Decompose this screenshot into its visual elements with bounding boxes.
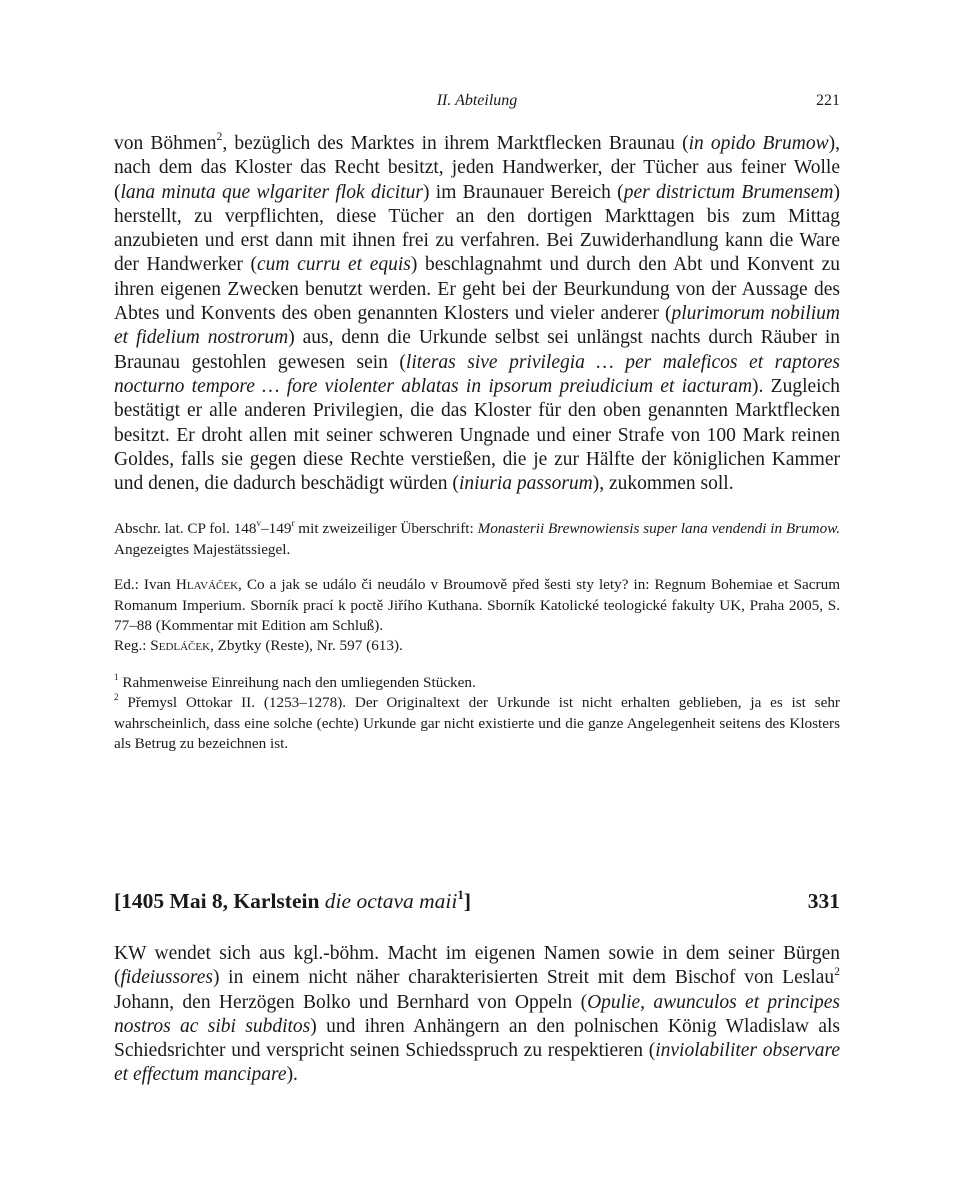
text-run: Angezeigtes Majestätssiegel. [114, 540, 291, 558]
text-run: ) im Braunauer Bereich ( [422, 181, 624, 203]
text-run: ) in einem nicht näher charakterisierten Streit mit dem Bischof von Leslau [212, 967, 835, 989]
entry-regest-text [114, 942, 840, 1088]
latin-quote: fideiussores [120, 967, 213, 989]
footnote-item [114, 673, 840, 693]
text-run: KW wendet sich aus kgl.-böhm. Macht im eigenen Namen sowie in dem seiner Bürgen ( [114, 943, 840, 989]
footnote-ref[interactable]: 1 [457, 887, 464, 902]
text-run: , Co a jak se událo či neudálo v Broumově před šesti sty lety? in: Regnum Bohemiae et Sacrum Romanum Imperium. Sborník prací k poctě Jiřího Kuthana. Sborník Katolické teologické fakulty UK, Praha 2005, S. 77–88 (Kommentar mit Edition am Schluß). [114, 576, 841, 635]
author-name: Hlaváček [175, 576, 239, 594]
text-run: Reg.: [114, 637, 151, 655]
text-run: –149 [261, 520, 292, 538]
latin-quote: inviolabiliter observare et effectum mancipare [114, 1040, 840, 1086]
entry-date-place [114, 889, 471, 914]
text-run: von Böhmen [114, 133, 217, 154]
footnote-ref[interactable]: 2 [216, 130, 223, 144]
footnote-text: Přemysl Ottokar II. (1253–1278). Der Originaltext der Urkunde ist nicht erhalten geblieben, ja es ist sehr wahrscheinlich, dass eine solche (echte) Urkunde gar nicht existierte und die ganze Angelegenheit seitens des Klosters als Betrug zu bezeichnen ist. [114, 694, 840, 753]
latin-quote: iniuria passorum [458, 473, 593, 495]
running-head [114, 88, 840, 118]
text-run: ) beschlagnahmt und durch den Abt und Konvent zu ihren eigenen Zwecken benutzt werden. Er geht bei der Beurkundung von der Aussage des Abtes und Konvents des oben genannten Klosters und vieler anderer ( [114, 254, 840, 325]
footnote-mark: 2 [114, 692, 119, 703]
folio-recto-mark: r [291, 518, 295, 529]
text-run: Johann, den Herzögen Bolko und Bernhard von Oppeln ( [114, 991, 588, 1013]
latin-quote: in opido Brumow [688, 133, 829, 154]
latin-quote: Opulie, awunculos et principes nostros ac sibi subditos [114, 991, 840, 1037]
latin-quote: per districtum Brumensem [623, 181, 834, 203]
latin-quote: cum curru et equis [256, 254, 411, 276]
page-content [114, 88, 840, 755]
latin-quote: plurimorum nobilium et fidelium nostrorum [114, 303, 840, 349]
running-title: II. Abteilung [436, 92, 518, 109]
text-run: ) und ihren Anhängern an den polnischen König Wladislaw als Schiedsrichter und verspricht seinen Schiedsspruch zu respektieren ( [114, 1015, 840, 1062]
entry-number: 331 [807, 889, 840, 913]
text-run: ) herstellt, zu verpflichten, diese Tücher an den dortigen Markttagen bis zum Mittag anzubieten und erst dann mit ihnen frei zu verfahren. Bei Zuwiderhandlung kann die Ware der Handwerker ( [114, 181, 840, 276]
footnote-mark: 1 [114, 671, 119, 682]
regest-continued-text [114, 132, 840, 496]
latin-quote: literas sive privilegia … per maleficos et raptores nocturno tempore … fore violenter ablatas in ipsorum preiudicium et iacturam [114, 351, 840, 397]
author-name: Sedláček [150, 637, 211, 655]
text-run: Abschr. lat. CP fol. 148 [114, 520, 257, 538]
folio-verso-mark: v [256, 518, 262, 529]
page-number: 221 [816, 92, 840, 109]
manuscript-heading-quote: Monasterii Brewnowiensis super lana vendendi in Brumow. [477, 520, 840, 538]
text-run: ), nach dem das Kloster das Recht besitzt, jeden Handwerker, der Tücher aus feiner Wolle ( [114, 133, 840, 203]
text-run: mit zweizeiliger Überschrift: [294, 520, 478, 538]
manuscript-note [114, 519, 840, 560]
footnote-item [114, 693, 840, 754]
text-run: ). [286, 1064, 298, 1086]
latin-quote: lana minuta que wlgariter flok dicitur [120, 181, 423, 203]
text-run: , Zbytky (Reste), Nr. 597 (613). [210, 637, 403, 655]
footnote-ref[interactable]: 2 [834, 964, 840, 978]
entry-heading [114, 889, 840, 923]
latin-date: die octava maii [324, 889, 458, 913]
text-run: Ed.: Ivan [114, 576, 176, 594]
edition-note [114, 575, 840, 657]
text-run: [1405 Mai 8, Karlstein [114, 889, 325, 913]
footnote-text: Rahmenweise Einreihung nach den umliegenden Stücken. [118, 673, 476, 691]
text-run: ] [463, 889, 471, 913]
text-run: ) aus, denn die Urkunde selbst sei unlängst nachts durch Räuber in Braunau gestohlen gewesen sein ( [114, 327, 840, 373]
text-run: ), zukommen soll. [592, 473, 734, 495]
text-run: ). Zugleich bestätigt er alle anderen Privilegien, die das Kloster für den oben genannten Marktflecken besitzt. Er droht allen mit seiner schweren Ungnade und einer Strafe von 100 Mark reinen Goldes, falls sie gegen diese Rechte verstießen, die je zur Hälfte der königlichen Kammer und denen, die dadurch beschädigt würden ( [114, 375, 840, 495]
text-run: , bezüglich des Marktes in ihrem Marktflecken Braunau ( [222, 133, 689, 154]
footnotes [114, 673, 840, 755]
